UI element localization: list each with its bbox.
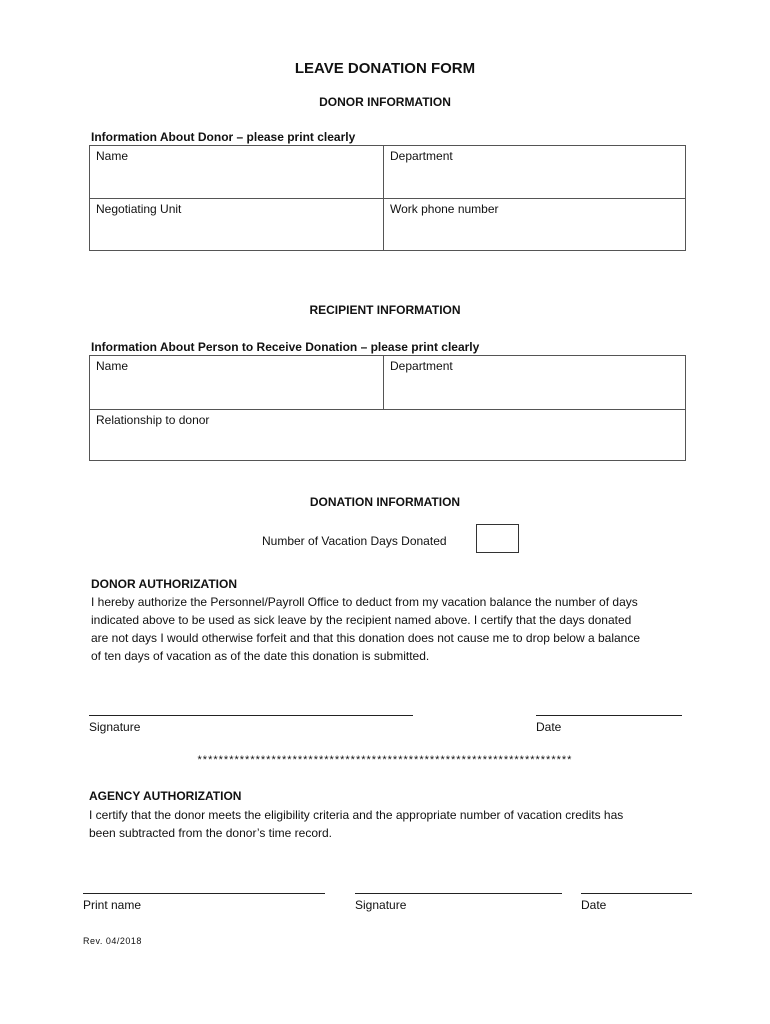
donor-work-phone-field[interactable] <box>384 199 685 250</box>
vacation-days-input[interactable] <box>476 524 519 553</box>
recipient-section-title: RECIPIENT INFORMATION <box>309 303 461 317</box>
donor-date-line[interactable] <box>536 715 682 716</box>
donor-authorization-line-1: I hereby authorize the Personnel/Payroll Office to deduct from my vacation balance the number of days <box>91 595 638 609</box>
donor-intro: Information About Donor – please print clearly <box>91 130 356 144</box>
donor-info-table <box>89 145 686 251</box>
agency-authorization-heading: AGENCY AUTHORIZATION <box>89 789 242 803</box>
agency-signature-line[interactable] <box>355 893 562 894</box>
donor-authorization-line-2: indicated above to be used as sick leave by the recipient named above. I certify that the days donated <box>91 613 632 627</box>
agency-date-label: Date <box>581 898 607 912</box>
recipient-info-table <box>89 355 686 461</box>
agency-signature-label: Signature <box>355 898 407 912</box>
donor-negotiating-unit-label: Negotiating Unit <box>96 202 182 216</box>
donation-section-title: DONATION INFORMATION <box>309 495 461 509</box>
donor-date-label: Date <box>536 720 562 734</box>
donor-authorization-line-3: are not days I would otherwise forfeit and that this donation does not cause me to drop below a balance <box>91 631 641 645</box>
recipient-department-label: Department <box>390 359 453 373</box>
donor-name-label: Name <box>96 149 129 163</box>
recipient-name-label: Name <box>96 359 129 373</box>
agency-print-name-label: Print name <box>83 898 142 912</box>
donor-signature-label: Signature <box>89 720 141 734</box>
donor-section-title: DONOR INFORMATION <box>319 95 451 109</box>
agency-authorization-line-2: been subtracted from the donor’s time record. <box>89 826 333 840</box>
donor-work-phone-label: Work phone number <box>390 202 499 216</box>
form-title: LEAVE DONATION FORM <box>294 60 476 77</box>
agency-authorization-line-1: I certify that the donor meets the eligibility criteria and the appropriate number of vacation credits has <box>89 808 624 822</box>
donor-department-label: Department <box>390 149 453 163</box>
separator-stars: *********************************************************************** <box>197 754 573 766</box>
recipient-relationship-field[interactable] <box>90 410 685 460</box>
donor-department-field[interactable] <box>384 146 685 198</box>
donor-authorization-line-4: of ten days of vacation as of the date this donation is submitted. <box>91 649 430 663</box>
vacation-days-label: Number of Vacation Days Donated <box>262 534 447 548</box>
donor-name-field[interactable] <box>90 146 383 198</box>
donor-authorization-heading: DONOR AUTHORIZATION <box>91 577 237 591</box>
agency-print-name-line[interactable] <box>83 893 325 894</box>
revision-note: Rev. 04/2018 <box>83 936 142 946</box>
recipient-department-field[interactable] <box>384 356 685 409</box>
donor-authorization-text <box>91 593 691 665</box>
recipient-name-field[interactable] <box>90 356 383 409</box>
donor-negotiating-unit-field[interactable] <box>90 199 383 250</box>
donor-signature-line[interactable] <box>89 715 413 716</box>
recipient-intro: Information About Person to Receive Donation – please print clearly <box>91 340 480 354</box>
agency-date-line[interactable] <box>581 893 692 894</box>
agency-authorization-text <box>89 806 689 842</box>
recipient-relationship-label: Relationship to donor <box>96 413 210 427</box>
